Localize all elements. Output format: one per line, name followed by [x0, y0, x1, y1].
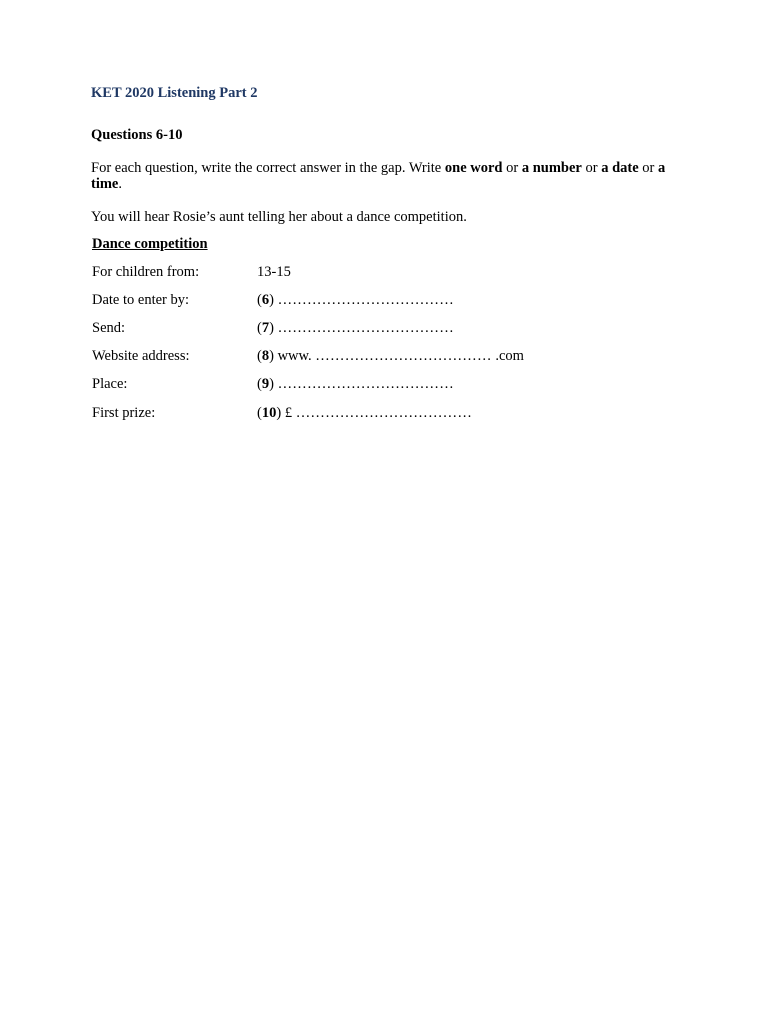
- instructions-bold-a-number: a number: [521, 160, 582, 176]
- form-row-question-9: [92, 376, 692, 394]
- form-row-children-age: [92, 264, 692, 282]
- page-title: KET 2020 Listening Part 2: [91, 85, 258, 101]
- form-row-answer: [257, 376, 454, 393]
- instructions-text: or: [638, 160, 659, 176]
- form-row-answer: [257, 348, 524, 365]
- paren-close: ): [269, 348, 274, 364]
- context-sentence: You will hear Rosie’s aunt telling her about a dance competition.: [91, 209, 467, 225]
- form-row-label: For children from:: [92, 264, 200, 280]
- question-number: 6: [261, 292, 270, 308]
- instructions-bold-one-word: one word: [444, 160, 503, 176]
- paren-close: ): [269, 292, 274, 308]
- answer-gap[interactable]: ………………………………: [277, 292, 454, 308]
- answer-gap[interactable]: ………………………………: [277, 320, 454, 336]
- answer-prefix: £: [281, 405, 293, 421]
- instructions-bold-a-time: a time: [91, 160, 666, 192]
- question-number: 9: [261, 376, 270, 392]
- form-row-answer: [257, 292, 454, 309]
- form-title: Dance competition: [92, 236, 208, 252]
- instructions-text: or: [502, 160, 522, 176]
- instructions-bold-a-date: a date: [601, 160, 639, 176]
- paren-close: ): [269, 320, 274, 336]
- form-row-question-10: [92, 405, 692, 423]
- instructions-text: .: [118, 176, 122, 192]
- form-row-answer: [257, 405, 472, 422]
- form-row-question-8: [92, 348, 692, 366]
- questions-heading: Questions 6-10: [91, 127, 183, 143]
- instructions-text: or: [581, 160, 602, 176]
- form-row-answer: [257, 320, 454, 337]
- question-number: 7: [261, 320, 270, 336]
- form-row-label: Send:: [92, 320, 126, 336]
- form-row-value: 13-15: [257, 264, 291, 280]
- answer-gap[interactable]: ………………………………: [295, 405, 473, 421]
- paren-open: (: [257, 376, 262, 392]
- paren-open: (: [257, 292, 262, 308]
- paren-open: (: [257, 405, 262, 421]
- instructions-paragraph: [91, 160, 671, 192]
- form-row-label: First prize:: [92, 405, 156, 421]
- question-number: 8: [261, 348, 270, 364]
- form-row-label: Place:: [92, 376, 128, 392]
- paren-open: (: [257, 320, 262, 336]
- answer-gap[interactable]: ………………………………: [277, 376, 454, 392]
- question-number: 10: [261, 405, 277, 421]
- form-row-label: Date to enter by:: [92, 292, 190, 308]
- form-row-question-6: [92, 292, 692, 310]
- answer-prefix: www.: [273, 348, 312, 364]
- answer-gap[interactable]: ………………………………: [315, 348, 492, 364]
- answer-suffix: .com: [491, 348, 524, 364]
- paren-open: (: [257, 348, 262, 364]
- paren-close: ): [276, 405, 282, 421]
- form-row-question-7: [92, 320, 692, 338]
- form-row-label: Website address:: [92, 348, 190, 364]
- paren-close: ): [269, 376, 274, 392]
- instructions-text: For each question, write the correct answer in the gap. Write: [91, 160, 445, 176]
